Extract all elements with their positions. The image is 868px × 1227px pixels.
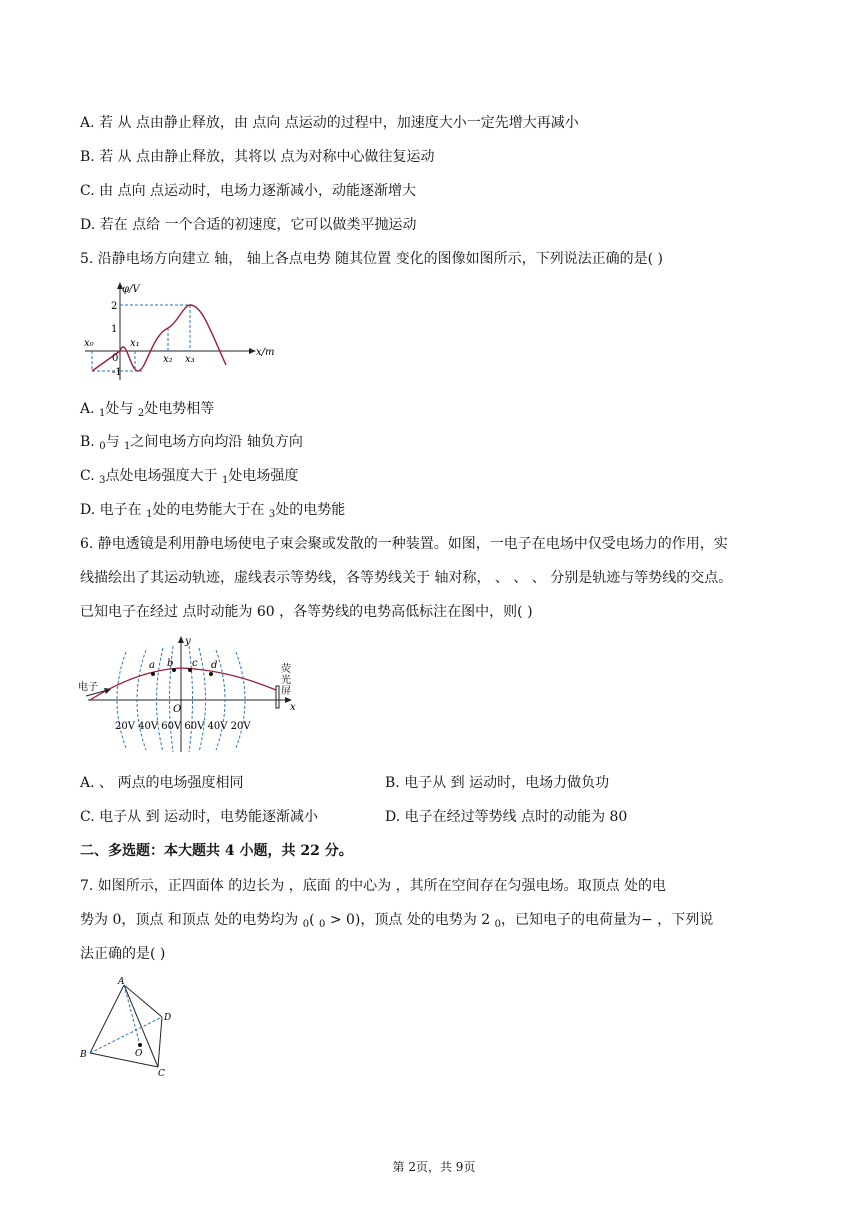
q6-stem-line1: 6. 静电透镜是利用静电场使电子束会聚或发散的一种装置。如图，一电子在电场中仅受电场力的作用，实 xyxy=(80,536,728,552)
q5-x0-label: x₀ xyxy=(84,338,94,349)
section-heading-multi-choice: 二、多选题：本大题共 4 小题，共 22 分。 xyxy=(80,843,353,859)
q5-x2-label: x₂ xyxy=(163,354,173,365)
q7-vertex-d: D xyxy=(164,1013,172,1023)
q6-y-label: y xyxy=(185,636,191,647)
q4-option-a: A. 若 从 点由静止释放，由 点向 点运动的过程中，加速度大小一定先增大再减小 xyxy=(80,115,579,131)
q6-point-c: c xyxy=(192,658,198,669)
q6-point-d: d xyxy=(211,660,218,671)
q5-stem: 5. 沿静电场方向建立 轴， 轴上各点电势 随其位置 变化的图像如图所示，下列说法正确的是( ) xyxy=(80,251,663,267)
q5-x1-label: x₁ xyxy=(130,338,140,349)
q4-option-b: B. 若 从 点由静止释放，其将以 点为对称中心做往复运动 xyxy=(80,149,435,165)
q5-yaxis-label: φ/V xyxy=(122,284,140,295)
q5-origin-label: 0 xyxy=(112,353,119,364)
q4-option-c: C. 由 点向 点运动时，电场力逐渐减小，动能逐渐增大 xyxy=(80,183,417,199)
q6-x-label: x xyxy=(290,702,296,713)
q5-ym1-label: -1 xyxy=(112,367,122,378)
q6-option-c: C. 电子从 到 运动时，电势能逐渐减小 xyxy=(80,809,319,825)
q6-option-a: A. 、 两点的电场强度相同 xyxy=(80,775,244,791)
q6-lens-diagram xyxy=(78,632,303,757)
q7-vertex-b: B xyxy=(80,1050,87,1060)
q6-option-d: D. 电子在经过等势线 点时的动能为 80 xyxy=(385,809,628,825)
q6-screen-label-2: 光 xyxy=(281,675,291,686)
q7-vertex-c: C xyxy=(158,1069,165,1079)
q6-point-a: a xyxy=(149,660,155,671)
q7-center-o: O xyxy=(135,1049,143,1059)
q7-vertex-a: A xyxy=(118,977,125,987)
q5-option-b: B. $_0$与 $_1$之间电场方向均沿 轴负方向 xyxy=(80,434,303,452)
q7-tetrahedron-diagram xyxy=(78,975,178,1080)
q5-potential-graph xyxy=(80,280,280,385)
q6-electron-label: 电子 xyxy=(78,682,98,693)
q5-x3-label: x₃ xyxy=(185,354,195,365)
q6-screen-label-1: 荧 xyxy=(281,664,291,675)
q5-option-d: D. 电子在 $_1$处的电势能大于在 $_3$处的电势能 xyxy=(80,502,346,520)
q6-stem-line2: 线描绘出了其运动轨迹，虚线表示等势线，各等势线关于 轴对称， 、 、 、 分别是轨迹与等势线的交点。 xyxy=(80,570,733,586)
q6-option-b: B. 电子从 到 运动时，电场力做负功 xyxy=(385,775,610,791)
q6-screen-label-3: 屏 xyxy=(281,686,291,697)
q5-y1-label: 1 xyxy=(111,324,118,335)
q6-origin-label: O xyxy=(173,704,182,715)
q5-option-a: A. $_1$处与 $_2$处电势相等 xyxy=(80,401,215,419)
q7-stem-line2: 势为 0，顶点 和顶点 处的电势均为 $_0$( $_0$ > 0)，顶点 处的电势为 2 $_0$，已知电子的电荷量为− ，下列说 xyxy=(80,912,714,930)
page-footer: 第 2页，共 9页 xyxy=(392,1160,476,1174)
q5-option-c: C. $_3$点处电场强度大于 $_1$处电场强度 xyxy=(80,468,299,486)
q6-point-b: b xyxy=(167,658,174,669)
q7-stem-line1: 7. 如图所示，正四面体 的边长为 ，底面 的中心为 ，其所在空间存在匀强电场。取顶点 处的电 xyxy=(80,878,667,894)
q6-stem-line3: 已知电子在经过 点时动能为 60 ，各等势线的电势高低标注在图中，则( ) xyxy=(80,604,533,620)
q4-option-d: D. 若在 点给 一个合适的初速度，它可以做类平抛运动 xyxy=(80,217,417,233)
q7-stem-line3: 法正确的是( ) xyxy=(80,946,166,962)
q5-xaxis-label: x/m xyxy=(256,347,275,358)
q6-potential-labels: 20V 40V 60V 60V 40V 20V xyxy=(115,721,251,732)
q5-y2-label: 2 xyxy=(111,301,118,312)
